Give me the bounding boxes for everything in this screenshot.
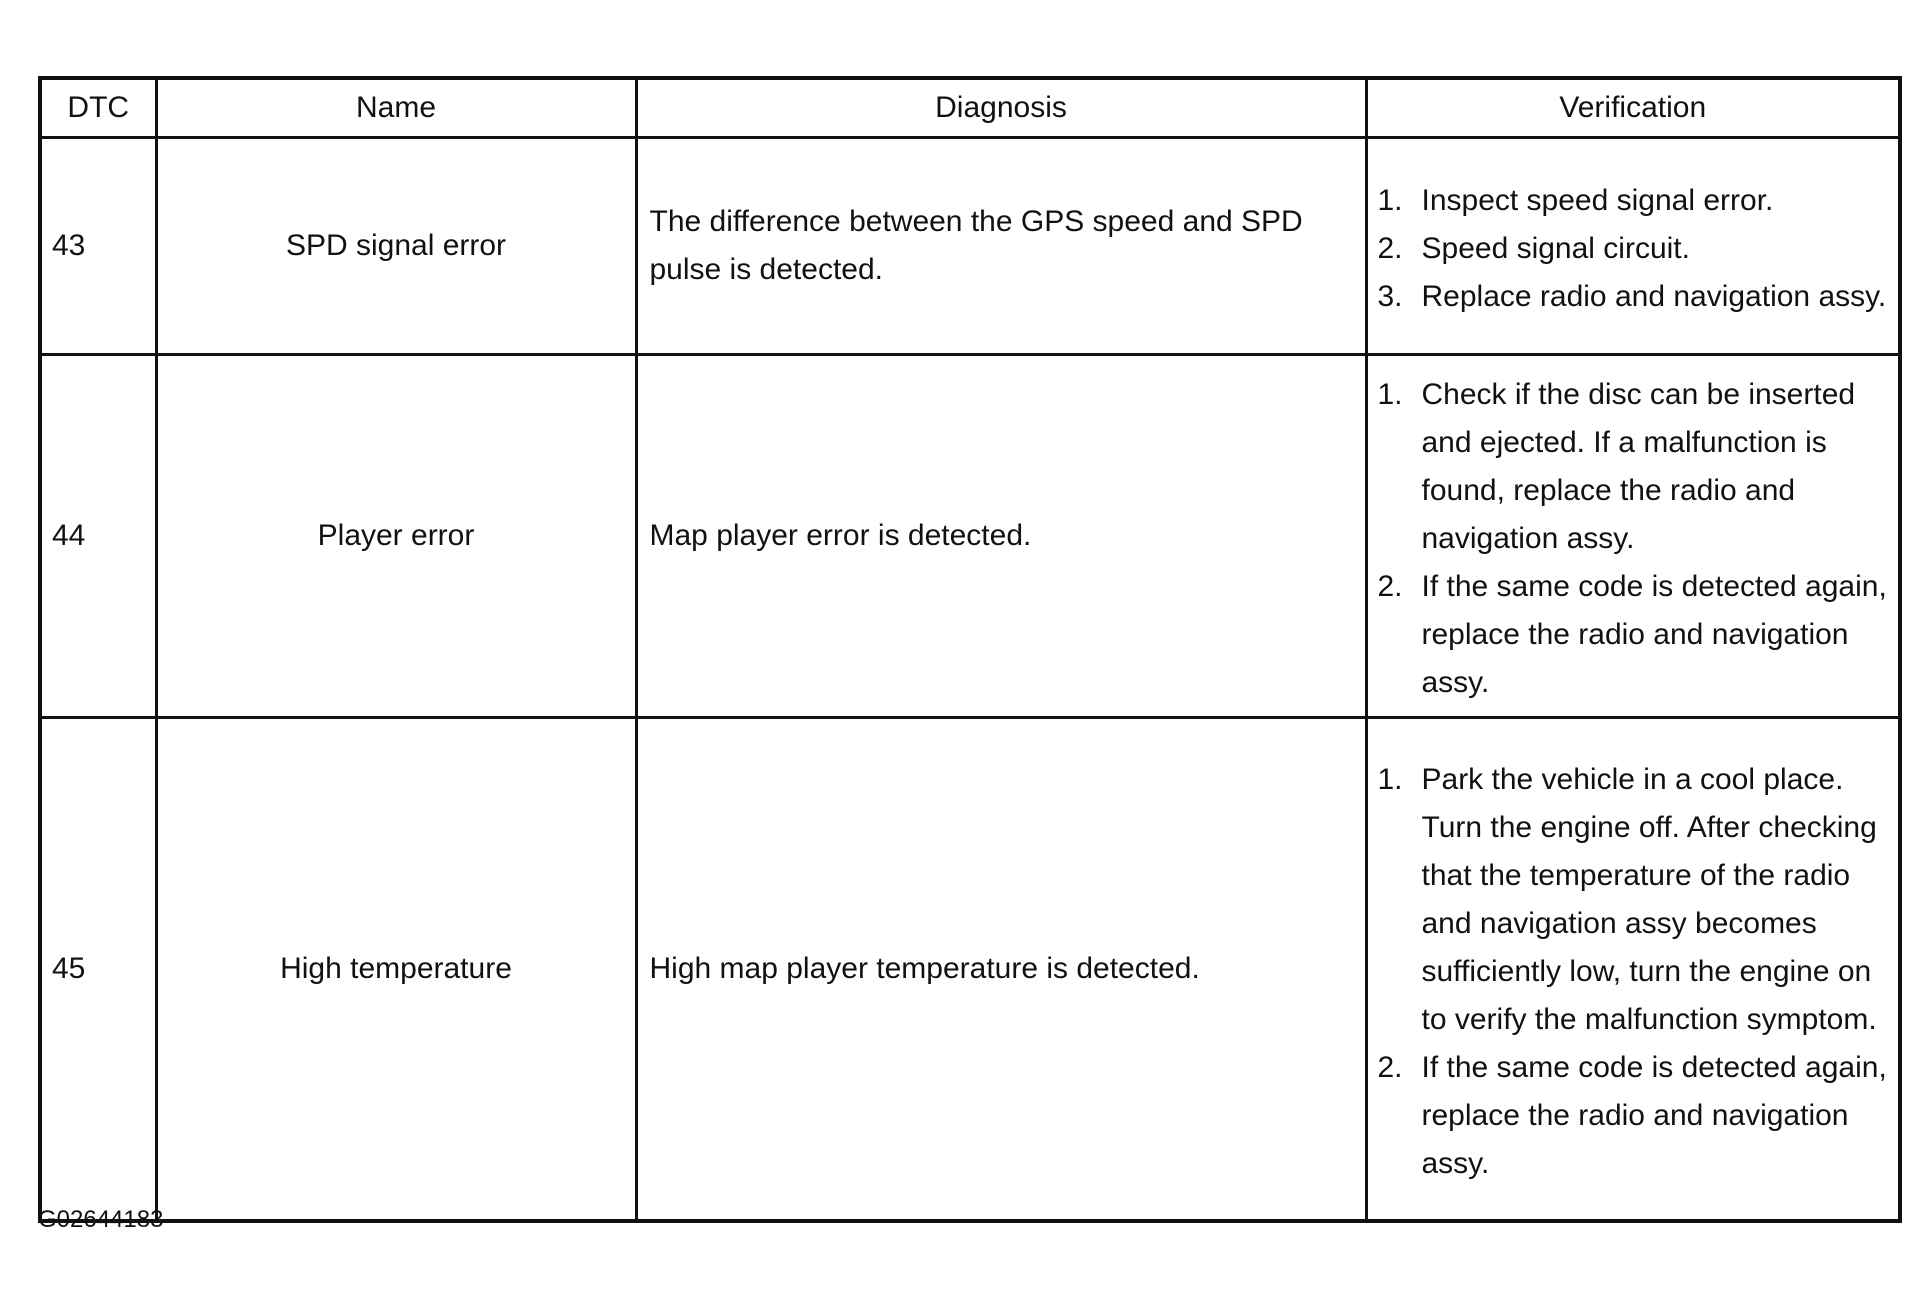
- verification-step: [1378, 273, 1889, 321]
- verification-step: [1378, 756, 1889, 1044]
- table-header-row: [40, 78, 1900, 138]
- step-number: 1.: [1377, 184, 1403, 217]
- step-text: Inspect speed signal error.: [1421, 184, 1774, 217]
- table-row: [40, 718, 1900, 1222]
- table-row: [40, 138, 1900, 355]
- dtc-verification: [1366, 138, 1900, 355]
- table-row: [40, 355, 1900, 718]
- step-text: If the same code is detected again, replace the radio and navigation assy.: [1421, 570, 1887, 699]
- verification-steps: [1378, 371, 1889, 707]
- step-text: Speed signal circuit.: [1421, 232, 1690, 265]
- header-name: Name: [156, 78, 636, 138]
- verification-step: [1378, 177, 1889, 225]
- dtc-code: 45: [40, 718, 156, 1222]
- step-text: Park the vehicle in a cool place. Turn the engine off. After checking that the temperature of the radio and navigation assy becomes sufficiently low, turn the engine on to verify the malfunction symptom.: [1421, 763, 1877, 1036]
- header-diagnosis: Diagnosis: [636, 78, 1366, 138]
- step-number: 3.: [1377, 280, 1403, 313]
- dtc-name: SPD signal error: [156, 138, 636, 355]
- step-text: If the same code is detected again, replace the radio and navigation assy.: [1421, 1051, 1887, 1180]
- step-number: 2.: [1377, 1051, 1403, 1084]
- dtc-table-container: [38, 76, 1898, 1223]
- dtc-verification: [1366, 718, 1900, 1222]
- step-number: 1.: [1377, 378, 1403, 411]
- dtc-code: 43: [40, 138, 156, 355]
- header-verification: Verification: [1366, 78, 1900, 138]
- verification-step: [1378, 225, 1889, 273]
- step-text: Replace radio and navigation assy.: [1421, 280, 1887, 313]
- dtc-name: Player error: [156, 355, 636, 718]
- verification-step: [1378, 371, 1889, 563]
- step-number: 1.: [1377, 763, 1403, 796]
- verification-step: [1378, 1044, 1889, 1188]
- step-text: Check if the disc can be inserted and ejected. If a malfunction is found, replace the radio and navigation assy.: [1421, 378, 1856, 555]
- dtc-code: 44: [40, 355, 156, 718]
- dtc-diagnosis: High map player temperature is detected.: [636, 718, 1366, 1222]
- verification-steps: [1378, 177, 1889, 321]
- figure-id: G02644183: [38, 1206, 164, 1233]
- verification-step: [1378, 563, 1889, 707]
- step-number: 2.: [1377, 232, 1403, 265]
- dtc-diagnosis: Map player error is detected.: [636, 355, 1366, 718]
- dtc-verification: [1366, 355, 1900, 718]
- verification-steps: [1378, 756, 1889, 1188]
- dtc-diagnosis: The difference between the GPS speed and SPD pulse is detected.: [636, 138, 1366, 355]
- step-number: 2.: [1377, 570, 1403, 603]
- header-dtc: DTC: [40, 78, 156, 138]
- dtc-name: High temperature: [156, 718, 636, 1222]
- dtc-table: [38, 76, 1902, 1223]
